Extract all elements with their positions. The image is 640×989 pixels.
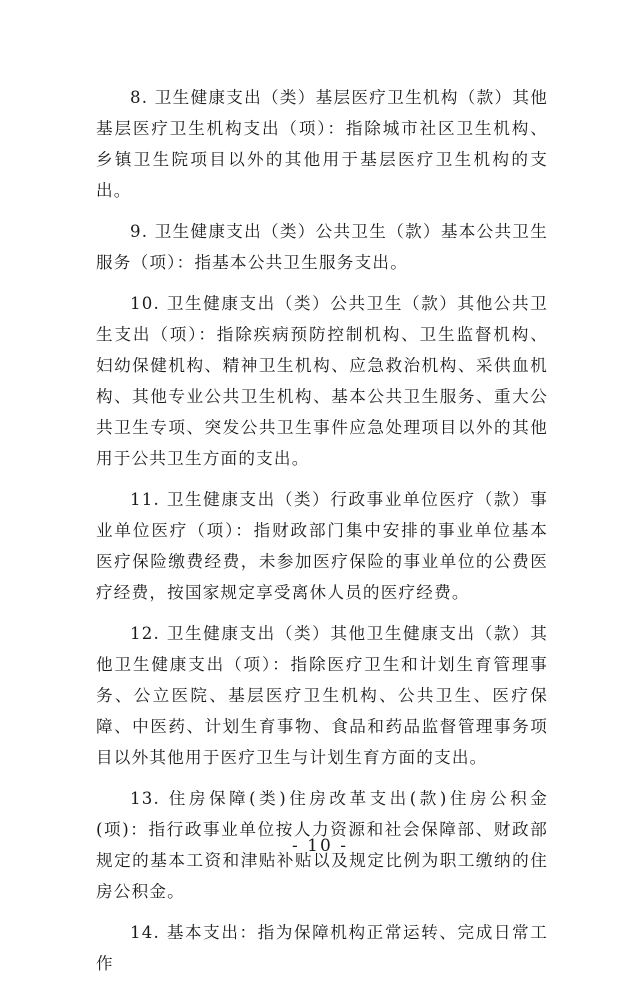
paragraph-item-9: 9. 卫生健康支出（类）公共卫生（款）基本公共卫生服务（项）：指基本公共卫生服务支出。 <box>96 222 548 272</box>
paragraph-item-12: 12. 卫生健康支出（类）其他卫生健康支出（款）其他卫生健康支出（项）：指除医疗卫生和计划生育管理事务、公立医院、基层医疗卫生机构、公共卫生、医疗保障、中医药、计划生育事物、食品和药品监督管理事务项目以外其他用于医疗卫生与计划生育方面的支出。 <box>96 624 548 767</box>
paragraph-item-8: 8. 卫生健康支出（类）基层医疗卫生机构（款）其他基层医疗卫生机构支出（项）：指除城市社区卫生机构、乡镇卫生院项目以外的其他用于基层医疗卫生机构的支出。 <box>96 88 548 200</box>
paragraph-item-11: 11. 卫生健康支出（类）行政事业单位医疗（款）事业单位医疗（项）：指财政部门集中安排的事业单位基本医疗保险缴费经费，未参加医疗保险的事业单位的公费医疗经费，按国家规定享受离休人员的医疗经费。 <box>96 490 548 602</box>
paragraph-item-10: 10. 卫生健康支出（类）公共卫生（款）其他公共卫生支出（项）：指除疾病预防控制机构、卫生监督机构、妇幼保健机构、精神卫生机构、应急救治机构、采供血机构、其他专业公共卫生机构、基本公共卫生服务、重大公共卫生专项、突发公共卫生事件应急处理项目以外的其他用于公共卫生方面的支出。 <box>96 294 548 468</box>
page-number: - 10 - <box>292 836 348 856</box>
paragraph-item-13: 13. 住房保障(类)住房改革支出(款)住房公积金(项)：指行政事业单位按人力资源和社会保障部、财政部规定的基本工资和津贴补贴以及规定比例为职工缴纳的住房公积金。 <box>96 789 548 901</box>
paragraph-item-14: 14. 基本支出：指为保障机构正常运转、完成日常工作 <box>96 923 548 973</box>
